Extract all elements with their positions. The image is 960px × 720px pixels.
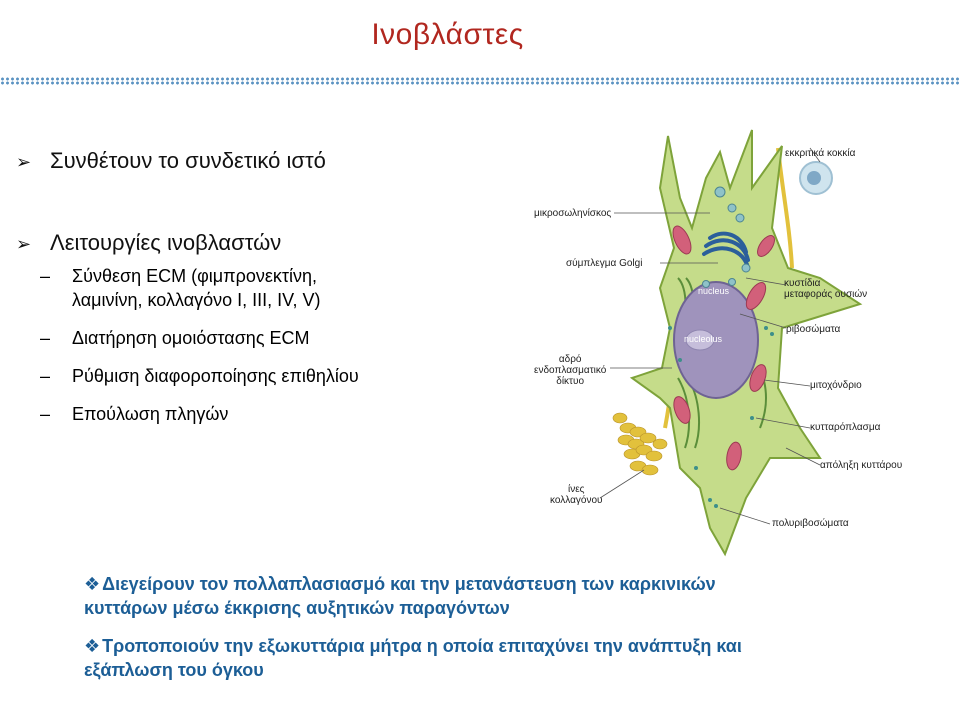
sub-item-text: Σύνθεση ECM (φιμπρονεκτίνη, [72,266,317,286]
note-item [84,634,742,682]
bullet-item [14,148,326,174]
sub-item-text: Διατήρηση ομοιόστασης ECM [72,328,310,348]
sub-item [40,326,310,350]
sub-item-text: λαμινίνη, κολλαγόνο I, III, IV, V) [72,290,321,310]
dotted-divider [0,77,960,85]
label-vesicles: κυστίδια μεταφοράς ουσιών [784,278,868,300]
label-polyribosomes: πολυριβοσώματα [772,518,849,529]
sub-item-text: Επούλωση πληγών [72,404,229,424]
diamond-bullet-icon: ❖ [84,574,101,594]
label-rough-er: αδρό ενδοπλασματικό δίκτυο [534,354,607,387]
sub-item [40,402,228,426]
arrow-bullet-icon: ➢ [16,152,32,172]
label-nucleus: nucleus [698,286,730,296]
sub-item [40,364,359,388]
label-nucleolus: nucleolus [684,334,723,344]
arrow-bullet-icon: ➢ [16,234,32,254]
label-mitochondrion: μιτοχόνδριο [810,380,862,391]
label-cell-process: απόληξη κυττάρου [820,460,903,471]
dash-bullet: – [40,404,51,424]
bullet-text: Λειτουργίες ινοβλαστών [50,230,282,255]
dash-bullet: – [40,328,51,348]
fibroblast-diagram [520,128,920,558]
label-cytoplasm: κυτταρόπλασμα [810,422,881,433]
secretory-granule [800,162,832,194]
sub-item [40,264,320,312]
page-title: Ινοβλάστες [371,18,524,51]
bullet-text: Συνθέτουν το συνδετικό ιστό [50,148,326,173]
dash-bullet: – [40,266,51,286]
label-golgi: σύμπλεγμα Golgi [566,258,643,269]
diamond-bullet-icon: ❖ [84,636,101,656]
note-text: Τροποποιούν την εξωκυττάρια μήτρα η οποία επιταχύνει την ανάπτυξη και [102,636,742,656]
label-secretory-granules: εκκριτικά κοκκία [785,148,856,159]
label-collagen-fibers: ίνες κολλαγόνου [550,484,603,506]
note-text: εξάπλωση του όγκου [84,660,264,680]
sub-item-text: Ρύθμιση διαφοροποίησης επιθηλίου [72,366,359,386]
label-ribosomes: ριβοσώματα [786,324,841,335]
note-text: κυττάρων μέσω έκκρισης αυξητικών παραγόντων [84,598,510,618]
note-item [84,572,716,620]
label-microtubule: μικροσωληνίσκος [534,208,612,219]
dash-bullet: – [40,366,51,386]
bullet-item [14,230,281,256]
note-text: Διεγείρουν τον πολλαπλασιασμό και την μετανάστευση των καρκινικών [102,574,716,594]
